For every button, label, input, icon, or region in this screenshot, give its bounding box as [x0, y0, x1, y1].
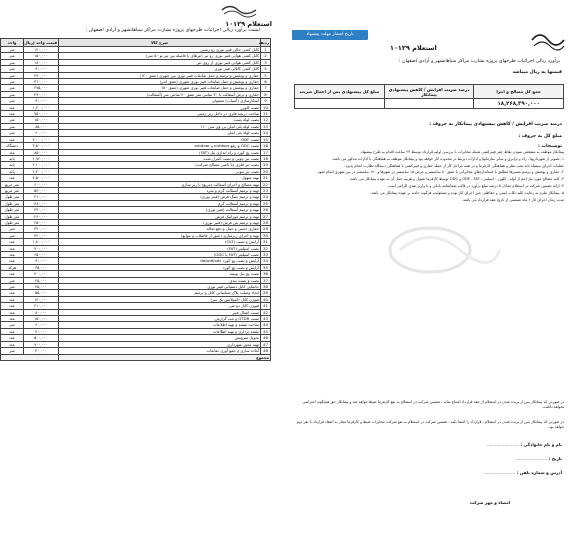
cell-description: تهیه و ترمیم موزاییک فرش: [59, 213, 261, 219]
forfeit-clause-2: در صورتی که پیمانکار پس از برنده شدن در استعلام ، قرارداد را امضا نکند ، تضمین شرکت در استعلام به نفع شرکت مخابرات ضبط و کارفرما مجاز به انعقاد قرارداد با نفر دوم خواهد بود.: [296, 420, 564, 430]
cell-unit-price: ۳,۵۰۰,۰۰۰: [24, 143, 59, 149]
cell-row-number: 45: [261, 328, 271, 334]
cell-description: نصب تیر چوبی و نصب کنترل شده: [59, 155, 261, 161]
bid-total-value: ۱۸,۲۶۸,۳۹۰,۰۰۰: [474, 99, 564, 109]
cell-row-number: 35: [261, 264, 271, 270]
cell-unit: متر: [1, 66, 24, 72]
tender-form-page: [280, 0, 576, 541]
cell-unit-price: ۲۷۵,۰۰۰: [24, 85, 59, 91]
cell-unit: عدد: [1, 252, 24, 258]
cell-row-number: 19: [261, 162, 271, 168]
cell-unit: متر: [1, 277, 24, 283]
cell-unit-price: ۱۲۰,۰۰۰: [24, 47, 59, 53]
cell-unit-price: ۲,۴۰۰,۰۰۰: [24, 168, 59, 174]
cell-unit: متر: [1, 98, 24, 104]
cell-unit-price: ۱۵۰,۰۰۰: [24, 117, 59, 123]
cell-description: جانمایی کابل دستیابی فیبر نوری: [59, 284, 261, 290]
cell-description: ساخت دریچه فلزی در داخل زیر زمینی: [59, 111, 261, 117]
cell-row-number: 15: [261, 136, 271, 142]
note-item: ۵- پیمانکار ملزم به رعایت کلیه نکات ایمنی و حفاظتی حین اجرای کار بوده و مسئولیت هرگونه حادثه بر عهده پیمانکار می باشد.: [370, 190, 564, 195]
cell-unit-price: ۳۱۰,۰۰۰: [24, 79, 59, 85]
cell-unit-price: ۴۵,۰۰۰: [24, 284, 59, 290]
total-label: مجموع: [59, 354, 271, 360]
cell-description: کابل کشی خالی فیبر نوری رو زمینی: [59, 47, 261, 53]
cell-unit: متر: [1, 53, 24, 59]
cell-unit: متر: [1, 348, 24, 354]
cell-description: آرایش و نصب (OLT): [59, 239, 261, 245]
cell-unit-price: ۲۱۰,۰۰۰: [24, 194, 59, 200]
cell-description: نصب پچ پنل بوبینه: [59, 271, 261, 277]
cell-description: آشکارسازی (آسیاب) معمولی: [59, 98, 261, 104]
cell-row-number: 48: [261, 348, 271, 354]
cell-description: تهیه و ترمیم آسفالت گرم: [59, 200, 261, 206]
deadline-badge: تاریخ انتشار مهلت پیشنهاد: [292, 30, 368, 40]
cell-unit-price: ۱۸۰,۰۰۰: [24, 59, 59, 65]
cell-unit: دستگاه: [1, 143, 24, 149]
cell-unit-price: ۱,۲۰۰,۰۰۰: [24, 104, 59, 110]
cell-unit-price: ۵۲۰,۰۰۰: [24, 187, 59, 193]
cell-description: تست OTDR و ثبت گزارش: [59, 316, 261, 322]
cell-description: تهیه مجوز شهرداری: [59, 341, 261, 347]
cell-description: تهیه منهول: [59, 175, 261, 181]
cell-row-number: 7: [261, 85, 271, 91]
cell-row-number: 13: [261, 123, 271, 129]
cell-row-number: 28: [261, 219, 271, 225]
cell-unit: عدد: [1, 328, 24, 334]
cell-row-number: 39: [261, 290, 271, 296]
price-list-title: لیست برآورد ریالی اجرائیات طرحهای پروژه بشارت مراکز سیاهانشهر و آزادی اصفهان :: [85, 28, 260, 33]
price-list-page: [0, 0, 278, 541]
note-item: ۳- کلیه مصالح مورد نیاز اعم از لوله ، کلوزر ، اسپلیتر ، ODF ، FAT و ODC توسط کارفرما تحویل و هزینه حمل آن به عهده پیمانکار می باشد.: [349, 177, 564, 182]
cell-description: نصب لوله پست: [59, 117, 261, 123]
cell-unit: عدد: [1, 335, 24, 341]
cell-unit: متر: [1, 284, 24, 290]
note-item: ۴- ارائه تضمین شرکت در استعلام معادل ۵ درصد مبلغ برآورد در قالب ضمانتنامه بانکی و یا واریز نقدی الزامی است.: [386, 183, 564, 188]
cell-description: تهیه و ترمیم آسفالت (فیبر نوری): [59, 207, 261, 213]
cell-row-number: 27: [261, 213, 271, 219]
cell-unit-price: ۶۵۰,۰۰۰: [24, 252, 59, 258]
address-field[interactable]: آدرس و شماره تلفن : ........................: [483, 470, 562, 475]
cell-row-number: 17: [261, 149, 271, 155]
cell-row-number: 2: [261, 53, 271, 59]
cell-unit-price: ۷۰۰,۰۰۰: [24, 245, 59, 251]
cell-row-number: 29: [261, 226, 271, 232]
cell-description: نصب و بست بندی: [59, 277, 261, 283]
cell-description: تست اتصال فیبر: [59, 309, 261, 315]
cell-description: نصب کلوزر: [59, 104, 261, 110]
cell-unit: متر: [1, 123, 24, 129]
cell-description: نصب اسپلیتر (FAT یا ODC): [59, 252, 261, 258]
cell-row-number: 22: [261, 181, 271, 187]
cell-unit-price: ۲۹۰,۰۰۰: [24, 91, 59, 97]
cell-description: آرایش و نصب پچ کورد fat/odf/odc: [59, 258, 261, 264]
cell-description: نصب تیر فلزی (با تامین مصالح شرکت): [59, 162, 261, 168]
cell-unit: متر: [1, 85, 24, 91]
cell-unit: متر طول: [1, 207, 24, 213]
cell-unit-price: ۱۵۰,۰۰۰: [24, 316, 59, 322]
cell-description: حفاری و پوشش و ترمیم و حمل ضایعات فیبر نوری بین شهری (عمق ۱۲۰): [59, 72, 261, 78]
cell-row-number: 18: [261, 155, 271, 161]
cell-unit-price: ۱,۸۰۰,۰۰۰: [24, 239, 59, 245]
cell-unit: متر مربع: [1, 187, 24, 193]
cell-unit: متر: [1, 91, 24, 97]
cell-unit-price: ۳۲۰,۰۰۰: [24, 226, 59, 232]
cell-unit: متر طول: [1, 200, 24, 206]
cell-unit-price: ۲۶۰,۰۰۰: [24, 213, 59, 219]
cell-row-number: 43: [261, 316, 271, 322]
bid-table: [294, 84, 564, 109]
cell-unit-price: ۴,۵۰۰,۰۰۰: [24, 175, 59, 181]
note-item: ۲- حفاری و پوشش و ترمیم مسیرها مطابق با استانداردهای مخابراتی با عمق ۸۰ سانتیمتر و عرض ۱۵ سانتیمتر در شهرها و ۱۲۰ سانتیمتر در بین شهری انجام شود.: [316, 170, 564, 175]
cell-unit: متر: [1, 226, 24, 232]
cell-unit: متر طول: [1, 213, 24, 219]
cell-unit: متر: [1, 79, 24, 85]
total-row: [1, 354, 271, 360]
price-table-header: [1, 39, 271, 47]
cell-unit: عدد: [1, 258, 24, 264]
cell-row-number: 34: [261, 258, 271, 264]
cell-unit: متر: [1, 72, 24, 78]
cell-description: حفاری و پوشش و حمل ضایعات فیبر نوری شهری (عمق ۸۰): [59, 85, 261, 91]
note-item: ۱- تصویر از شهرداریها ، راه و ترابری و سایر سازمانها و ادارات ذیربط در محدوده کار خواهد بود و پیمانکار موظف به هماهنگی با ادارات مذکور می باشد.: [331, 156, 564, 161]
cell-unit: عدد: [1, 316, 24, 322]
price-table: [0, 38, 271, 361]
cell-unit: عدد: [1, 175, 24, 181]
watermark-logo-icon: [300, 215, 560, 285]
cell-unit-price: ۲۳۰,۰۰۰: [24, 207, 59, 213]
address-label: آدرس و شماره تلفن :: [516, 470, 562, 475]
cell-row-number: 5: [261, 72, 271, 78]
cell-unit: متر: [1, 130, 24, 136]
cell-description: نصب اسپلیتر (FAT): [59, 245, 261, 251]
cell-unit: عدد: [1, 296, 24, 302]
notes-heading: توضیحات :: [537, 144, 562, 149]
cell-description: تهیه و ترمیم بتن فرش (فیبر نوری): [59, 219, 261, 225]
cell-description: فیوژن کابل (اسپلایس یک سر): [59, 296, 261, 302]
cell-unit-price: ۳۵,۰۰۰: [24, 264, 59, 270]
cell-row-number: 30: [261, 232, 271, 238]
cell-unit-price: ۴۰۰,۰۰۰: [24, 271, 59, 277]
cell-description: نصب لوله پلی اتیلن: [59, 130, 261, 136]
cell-description: تهیه و اجرای زیرسازی (عبور از فاضلاب و موانع): [59, 232, 261, 238]
forfeit-clause-1: در صورتی که پیمانکار پس از برنده شدن در استعلام از عقد قرارداد امتناع نماید ، تضمین شرکت در استعلام به نفع کارفرما ضبط خواهد شد و پیمانکار حق هیچگونه اعتراضی نخواهد داشت.: [302, 400, 564, 410]
cell-row-number: 42: [261, 309, 271, 315]
cell-unit: پایه: [1, 162, 24, 168]
cell-description: نقشه برداری و تهیه اطلاعات: [59, 328, 261, 334]
cell-unit-price: ۸۵۰,۰۰۰: [24, 149, 59, 155]
cell-row-number: 32: [261, 245, 271, 251]
cell-unit-price: ۲۵,۰۰۰: [24, 277, 59, 283]
cell-description: نصب تیر بتونی: [59, 168, 261, 174]
cell-unit-price: ۲,۰۰۰,۰۰۰: [24, 136, 59, 142]
bid-table-header: [295, 85, 564, 99]
company-logo-icon: [528, 26, 568, 54]
cell-unit-price: ۹۰,۰۰۰: [24, 98, 59, 104]
percent-in-words-label: درصد ضریب افزایش / کاهش پیشنهادی پیمانکار به حروف :: [429, 122, 562, 127]
cell-description: حفاری دستی و حمل و دفع نخاله: [59, 226, 261, 232]
cell-row-number: 1: [261, 47, 271, 53]
company-logo-icon: [218, 1, 260, 19]
name-label: نام و نام خانوادگی :: [520, 442, 562, 447]
column-header-desc: شرح کالا: [59, 39, 261, 47]
cell-description: آرایش و نصب پچ کورد: [59, 264, 261, 270]
bid-percent-field[interactable]: [384, 99, 474, 109]
cell-unit: متر: [1, 232, 24, 238]
cell-description: تهیه و ترمیم آسفالت گرم و سرد: [59, 187, 261, 193]
announcement-number: استعلام ۱۰۱۲۹: [390, 44, 437, 52]
cell-description: نصب پچ کورد و راه اندازی پنل (FAT): [59, 149, 261, 155]
cell-unit-price: ۲۱۰,۰۰۰: [24, 303, 59, 309]
cell-description: حفاری و برش آسفالت با ۳۰ سانتی متر عمق ۴۰ سانتی متر (آسفالت): [59, 91, 261, 97]
amount-in-words-label: مبلغ کل به حروف :: [518, 134, 562, 139]
cell-unit-price: ۷۰,۰۰۰: [24, 328, 59, 334]
cell-row-number: 47: [261, 341, 271, 347]
cell-row-number: 3: [261, 59, 271, 65]
cell-description: تهیه و ترمیم سنگ فرش (فیبر نوری): [59, 194, 261, 200]
cell-row-number: 31: [261, 239, 271, 245]
cell-unit: متر: [1, 117, 24, 123]
cell-unit: عدد: [1, 149, 24, 155]
cell-row-number: 9: [261, 98, 271, 104]
cell-description: فیوژن کابل دو سر: [59, 303, 261, 309]
cell-row-number: 38: [261, 284, 271, 290]
column-header-row: ردیف: [258, 39, 269, 45]
cell-row-number: 24: [261, 194, 271, 200]
cell-row-number: 10: [261, 104, 271, 110]
cell-row-number: 4: [261, 66, 271, 72]
cell-unit: عدد: [1, 136, 24, 142]
cell-unit-price: ۴۸۰,۰۰۰: [24, 200, 59, 206]
cell-row-number: 14: [261, 130, 271, 136]
cell-description: نصب لوله پلی اتیلن پی وی سی ۱۱۰: [59, 123, 261, 129]
cell-description: نصب ODC و رفع outdoor و outdoor: [59, 143, 261, 149]
cell-unit: عدد: [1, 341, 24, 347]
cell-unit: عدد: [1, 309, 24, 315]
cell-unit: متر: [1, 322, 24, 328]
cell-row-number: 36: [261, 271, 271, 277]
note-item: مدت زمان اجرای کار ۶ ماه شمسی از تاریخ عقد قرارداد می باشد.: [461, 197, 564, 202]
column-header-unit: واحد: [1, 39, 24, 47]
cell-unit-price: ۱۵۰,۰۰۰: [24, 53, 59, 59]
cell-row-number: 26: [261, 207, 271, 213]
cell-row-number: 41: [261, 303, 271, 309]
cell-description: ساخت نقشه و تهیه اطلاعات: [59, 322, 261, 328]
cell-description: نصب ODF: [59, 136, 261, 142]
cell-unit: عدد: [1, 104, 24, 110]
bid-header-percent: درصد ضریب افزایش / کاهش پیشنهادی پیمانکار: [384, 85, 474, 99]
cell-row-number: 25: [261, 200, 271, 206]
cell-row-number: 8: [261, 91, 271, 97]
cell-unit: متر: [1, 47, 24, 53]
cell-row-number: 46: [261, 335, 271, 341]
currency-note: قیمتها به ریال میباشد: [512, 70, 562, 75]
announcement-number: استعلام ۱۰۱۲۹: [225, 20, 272, 28]
cell-row-number: 23: [261, 187, 271, 193]
note-item: عملیات اجرای سیفیلد باید تحت نظر و هماهنگی کارفرما و در همه مراحل کار از جمله حفاری و فیبرکشی با هماهنگی دستگاه نظارت انجام پذیرد.: [344, 163, 564, 168]
cell-unit-price: ۱,۹۲۰,۰۰۰: [24, 155, 59, 161]
cell-unit-price: ۴۲۰,۰۰۰: [24, 232, 59, 238]
cell-description: کابل کشی هوایی فیبر نوری رو تیر (تیرهای با فاصله بین تیر تو ۵۰ متر): [59, 53, 261, 59]
cell-unit: هرکد: [1, 264, 24, 270]
cell-row-number: 21: [261, 175, 271, 181]
cell-row-number: 6: [261, 79, 271, 85]
cell-unit-price: ۹۰,۰۰۰: [24, 258, 59, 264]
cell-unit: عدد: [1, 239, 24, 245]
cell-unit-price: ۲۴۰,۰۰۰: [24, 72, 59, 78]
cell-unit-price: ۶۰,۰۰۰: [24, 322, 59, 328]
name-field[interactable]: نام و نام خانوادگی : ........................: [486, 442, 562, 447]
cell-unit: پایه: [1, 168, 24, 174]
cell-unit-price: ۹۰,۰۰۰: [24, 66, 59, 72]
bid-amount-field[interactable]: [295, 99, 385, 109]
cell-unit-price: ۲,۱۰۰,۰۰۰: [24, 162, 59, 168]
cell-unit: متر طول: [1, 194, 24, 200]
bid-header-total: جمع کل مصالح و اجرا: [474, 85, 564, 99]
cell-row-number: 37: [261, 277, 271, 283]
cell-unit-price: ۲۵۰,۰۰۰: [24, 219, 59, 225]
notes-list: [294, 150, 564, 204]
column-header-price: قیمت واحد (ریال): [22, 39, 57, 45]
cell-unit: عدد: [1, 271, 24, 277]
total-value: [1, 354, 59, 360]
cell-unit-price: ۶۰۰,۰۰۰: [24, 181, 59, 187]
cell-description: تحویل سرویس: [59, 335, 261, 341]
cell-unit-price: ۵۵,۰۰۰: [24, 290, 59, 296]
cell-unit: عدد: [1, 245, 24, 251]
cell-row-number: 11: [261, 111, 271, 117]
cell-unit: متر مربع: [1, 181, 24, 187]
cell-unit: متر طول: [1, 219, 24, 225]
date-label: تاریخ :: [548, 456, 562, 461]
form-intro: برآورد ریالی اجرائیات طرحهای پروژه بشارت مراکز سیاهانشهر و آزادی اصفهان :: [398, 59, 560, 64]
cell-unit-price: ۵۰۰,۰۰۰: [24, 335, 59, 341]
cell-description: حفاری و پوشش و حمل ضایعات فیبر نوری شهری (عمق اندر): [59, 79, 261, 85]
cell-unit: عدد: [1, 111, 24, 117]
cell-row-number: 16: [261, 143, 271, 149]
bid-table-row: [295, 99, 564, 109]
cell-description: آماده سازی و جمع آوری ضایعات: [59, 348, 261, 354]
cell-unit: عدد: [1, 290, 24, 296]
cell-description: کابل کشی هوایی فیبر نوری از روی تیر: [59, 59, 261, 65]
cell-unit: پایه: [1, 155, 24, 161]
bid-header-amount: مبلغ کل پیشنهادی پس از اعمال ضریب: [295, 85, 385, 99]
cell-unit-price: ۸۵,۰۰۰: [24, 123, 59, 129]
cell-description: کابل کشی کانالی فیبر نوری: [59, 66, 261, 72]
cell-unit-price: ۹۰۰,۰۰۰: [24, 341, 59, 347]
signature-label: امضاء و مهر شرکت: [469, 500, 511, 505]
cell-row-number: 40: [261, 296, 271, 302]
note-item: پیمانکار موظف به مشخص نمودن نقاط حفر فیبرکشی شبکه مخابرات با بررسی اولیه قرارداد توسط ۲۴ ساعت اقدام به طرح پیشنهاد.: [359, 150, 564, 154]
cell-row-number: 44: [261, 322, 271, 328]
date-field[interactable]: تاریخ : ........................: [515, 456, 562, 461]
cell-row-number: 20: [261, 168, 271, 174]
cell-row-number: 33: [261, 252, 271, 258]
cell-unit-price: ۶۰,۰۰۰: [24, 130, 59, 136]
cell-description: تهیه مصالح و اجرای آسفالت (مربع) یا زیر سازی: [59, 181, 261, 187]
cell-unit: متر: [1, 59, 24, 65]
cell-unit-price: ۴۰,۰۰۰: [24, 348, 59, 354]
cell-unit: عدد: [1, 303, 24, 309]
cell-unit-price: ۸۰,۰۰۰: [24, 309, 59, 315]
cell-description: ایجاد وصلت پلاک شناسایی کابل و ترمیم: [59, 290, 261, 296]
cell-unit-price: ۱۲۰,۰۰۰: [24, 296, 59, 302]
cell-unit-price: ۷۵۰,۰۰۰: [24, 111, 59, 117]
cell-row-number: 12: [261, 117, 271, 123]
